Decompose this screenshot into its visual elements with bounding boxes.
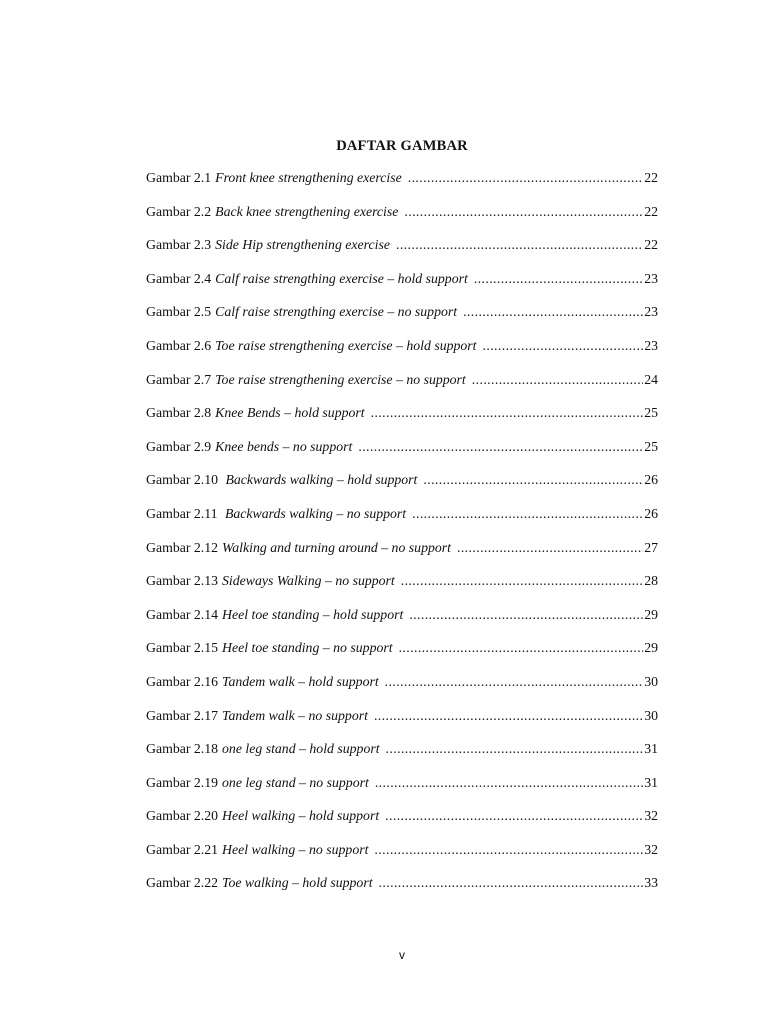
- entry-label: [146, 708, 368, 724]
- list-item[interactable]: [146, 573, 658, 607]
- figure-caption: Heel walking – no support: [222, 841, 369, 857]
- figure-caption: Tandem walk – no support: [222, 707, 368, 723]
- page-reference: 25: [644, 405, 658, 421]
- figure-caption: Calf raise strengthing exercise – no support: [215, 304, 458, 320]
- figure-caption: Front knee strengthening exercise: [215, 170, 402, 185]
- dot-leader: [457, 540, 643, 556]
- list-item[interactable]: [146, 372, 658, 406]
- list-item[interactable]: [146, 439, 658, 473]
- figure-list: [146, 170, 658, 909]
- list-item[interactable]: [146, 808, 658, 842]
- figure-caption: Backwards walking – no support: [224, 505, 407, 521]
- figure-number: Gambar 2.17: [146, 707, 219, 723]
- entry-label: [146, 506, 406, 522]
- page-reference: 32: [644, 841, 658, 857]
- list-item[interactable]: [146, 708, 658, 742]
- dot-leader: [483, 338, 644, 354]
- dot-leader: [374, 842, 643, 858]
- figure-number: Gambar 2.22: [146, 875, 219, 891]
- page-reference: 22: [644, 203, 658, 219]
- figure-caption: one leg stand – hold support: [222, 741, 380, 757]
- entry-label: [146, 170, 402, 186]
- figure-caption: Walking and turning around – no support: [222, 539, 451, 555]
- dot-leader: [371, 405, 644, 421]
- entry-label: [146, 338, 477, 354]
- dot-leader: [379, 875, 644, 891]
- list-item[interactable]: [146, 271, 658, 305]
- figure-number: Gambar 2.15: [146, 640, 219, 656]
- page-reference: 30: [644, 707, 658, 723]
- figure-number: Gambar 2.4: [146, 270, 212, 286]
- entry-label: [146, 540, 451, 556]
- page-reference: 23: [644, 337, 658, 353]
- list-item[interactable]: [146, 304, 658, 338]
- dot-leader: [401, 573, 643, 589]
- dot-leader: [385, 808, 643, 824]
- figure-number: Gambar 2.2: [146, 203, 212, 219]
- entry-label: [146, 204, 398, 220]
- dot-leader: [399, 640, 644, 656]
- dot-leader: [385, 674, 644, 690]
- figure-number: Gambar 2.9: [146, 438, 212, 454]
- figure-caption: Calf raise strengthing exercise – hold support: [215, 270, 468, 286]
- figure-caption: Back knee strengthening exercise: [215, 203, 399, 219]
- list-item[interactable]: [146, 607, 658, 641]
- list-item[interactable]: [146, 472, 658, 506]
- entry-label: [146, 304, 457, 320]
- entry-label: [146, 741, 380, 757]
- figure-number: Gambar 2.18: [146, 741, 219, 757]
- dot-leader: [375, 775, 643, 791]
- page-reference: 29: [644, 640, 658, 656]
- figure-number: Gambar 2.7: [146, 371, 212, 387]
- dot-leader: [408, 170, 643, 186]
- page-reference: 31: [644, 774, 658, 790]
- figure-caption: Heel toe standing – no support: [222, 640, 393, 656]
- entry-label: [146, 405, 365, 421]
- dot-leader: [463, 304, 643, 320]
- dot-leader: [358, 439, 643, 455]
- dot-leader: [474, 271, 643, 287]
- figure-number: Gambar 2.6: [146, 337, 212, 353]
- figure-number: Gambar 2.14: [146, 606, 219, 622]
- dot-leader: [409, 607, 643, 623]
- figure-caption: Knee bends – no support: [215, 438, 353, 454]
- list-item[interactable]: [146, 405, 658, 439]
- figure-number: Gambar 2.3: [146, 237, 212, 253]
- figure-caption: one leg stand – no support: [222, 774, 369, 790]
- figure-number: Gambar 2.19: [146, 774, 219, 790]
- figure-number: Gambar 2.8: [146, 405, 212, 421]
- figure-number: Gambar 2.1: [146, 170, 212, 185]
- list-item[interactable]: [146, 338, 658, 372]
- entry-label: [146, 573, 395, 589]
- dot-leader: [386, 741, 644, 757]
- entry-label: [146, 640, 393, 656]
- page-title: DAFTAR GAMBAR: [336, 138, 468, 154]
- entry-label: [146, 775, 369, 791]
- dot-leader: [423, 472, 643, 488]
- dot-leader: [374, 708, 643, 724]
- page-reference: 32: [644, 808, 658, 824]
- dot-leader: [396, 237, 643, 253]
- page-reference: 23: [644, 270, 658, 286]
- list-item[interactable]: [146, 204, 658, 238]
- list-item[interactable]: [146, 741, 658, 775]
- list-item[interactable]: [146, 674, 658, 708]
- figure-caption: Toe raise strengthening exercise – no support: [215, 371, 466, 387]
- entry-label: [146, 237, 390, 253]
- figure-caption: Heel walking – hold support: [222, 808, 380, 824]
- entry-label: [146, 875, 373, 891]
- entry-label: [146, 607, 403, 623]
- page-reference: 24: [644, 371, 658, 387]
- entry-label: [146, 808, 379, 824]
- page-reference: 29: [644, 606, 658, 622]
- entry-label: [146, 472, 417, 488]
- list-item[interactable]: [146, 506, 658, 540]
- list-item[interactable]: [146, 775, 658, 809]
- figure-number: Gambar 2.5: [146, 304, 212, 320]
- figure-caption: Sideways Walking – no support: [222, 573, 395, 589]
- figure-caption: Knee Bends – hold support: [215, 405, 365, 421]
- dot-leader: [412, 506, 643, 522]
- figure-number: Gambar 2.10: [146, 472, 222, 488]
- list-item[interactable]: [146, 842, 658, 876]
- entry-label: [146, 271, 468, 287]
- figure-caption: Tandem walk – hold support: [222, 673, 379, 689]
- figure-number: Gambar 2.21: [146, 841, 219, 857]
- list-item[interactable]: [146, 875, 658, 909]
- entry-label: [146, 439, 352, 455]
- figure-caption: Backwards walking – hold support: [225, 472, 418, 488]
- figure-caption: Toe raise strengthening exercise – hold support: [215, 337, 477, 353]
- page-reference: 28: [644, 573, 658, 589]
- figure-number: Gambar 2.11: [146, 505, 221, 521]
- entry-label: [146, 674, 379, 690]
- entry-label: [146, 372, 466, 388]
- figure-number: Gambar 2.20: [146, 808, 219, 824]
- figure-caption: Side Hip strengthening exercise: [215, 237, 390, 253]
- list-item[interactable]: [146, 237, 658, 271]
- page-reference: 26: [644, 472, 658, 488]
- dot-leader: [472, 372, 643, 388]
- page-reference: 22: [644, 170, 658, 185]
- page-reference: 25: [644, 438, 658, 454]
- figure-number: Gambar 2.13: [146, 573, 219, 589]
- page-reference: 30: [644, 673, 658, 689]
- list-item[interactable]: [146, 170, 658, 204]
- dot-leader: [404, 204, 643, 220]
- page-reference: 33: [644, 875, 658, 891]
- figure-caption: Heel toe standing – hold support: [222, 606, 404, 622]
- page-reference: 23: [644, 304, 658, 320]
- page-reference: 26: [644, 505, 658, 521]
- page-reference: 22: [644, 237, 658, 253]
- entry-label: [146, 842, 368, 858]
- list-item[interactable]: [146, 640, 658, 674]
- figure-caption: Toe walking – hold support: [222, 875, 373, 891]
- page-reference: 31: [644, 741, 658, 757]
- list-item[interactable]: [146, 540, 658, 574]
- figure-number: Gambar 2.16: [146, 673, 219, 689]
- page-reference: 27: [644, 539, 658, 555]
- figure-number: Gambar 2.12: [146, 539, 219, 555]
- page-number: v: [399, 948, 405, 962]
